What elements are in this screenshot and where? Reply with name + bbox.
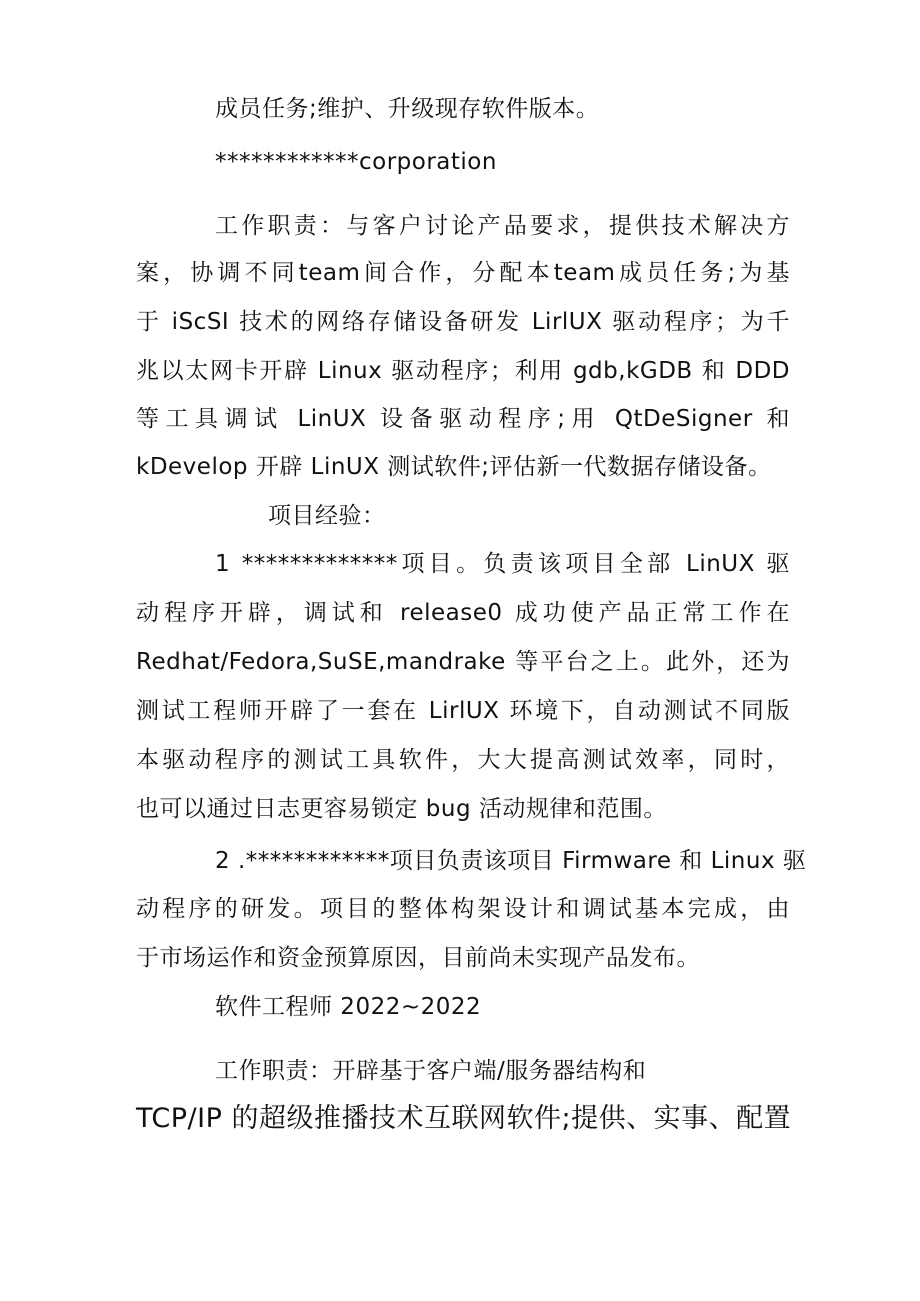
text-line-16: 2 .************项目负责该项目 Firmware 和 Linux 驱 — [215, 848, 807, 874]
job-title-software-engineer: 软件工程师 2022~2022 — [215, 994, 482, 1020]
text-line-13: 测试工程师开辟了一套在 LirlUX 环境下，自动测试不同版 — [136, 698, 790, 724]
text-line-1: 成员任务;维护、升级现存软件版本。 — [215, 96, 600, 122]
text-line-8: kDevelop 开辟 LinUX 测试软件;评估新一代数据存储设备。 — [136, 454, 772, 480]
text-line-12: Redhat/Fedora,SuSE,mandrake 等平台之上。此外，还为 — [136, 649, 790, 675]
text-line-11: 动程序开辟，调试和 release0 成功使产品正常工作在 — [136, 600, 790, 626]
text-line-2: ************corporation — [215, 149, 497, 175]
section-heading-project-experience: 项目经验： — [268, 503, 386, 529]
text-line-18: 于市场运作和资金预算原因，目前尚未实现产品发布。 — [136, 945, 700, 971]
text-line-5: 于 iScSI 技术的网络存储设备研发 LirlUX 驱动程序；为千 — [136, 309, 790, 335]
text-line-14: 本驱动程序的测试工具软件，大大提高测试效率，同时， — [136, 747, 790, 773]
text-line-17: 动程序的研发。项目的整体构架设计和调试基本完成，由 — [136, 896, 790, 922]
text-line-3: 工作职责：与客户讨论产品要求，提供技术解决方 — [215, 213, 790, 239]
text-line-7: 等工具调试 LinUX 设备驱动程序;用 QtDeSigner 和 — [136, 406, 790, 432]
text-line-10: 1 *************项目。负责该项目全部 LinUX 驱 — [215, 551, 790, 577]
text-line-15: 也可以通过日志更容易锁定 bug 活动规律和范围。 — [136, 796, 667, 822]
text-line-4: 案，协调不同team间合作，分配本team成员任务;为基 — [136, 260, 790, 286]
text-line-6: 兆以太网卡开辟 Linux 驱动程序；利用 gdb,kGDB 和 DDD — [136, 358, 790, 384]
text-line-21: TCP/IP 的超级推播技术互联网软件;提供、实事、配置 — [136, 1103, 792, 1134]
text-line-20: 工作职责：开辟基于客户端/服务器结构和 — [215, 1058, 647, 1084]
